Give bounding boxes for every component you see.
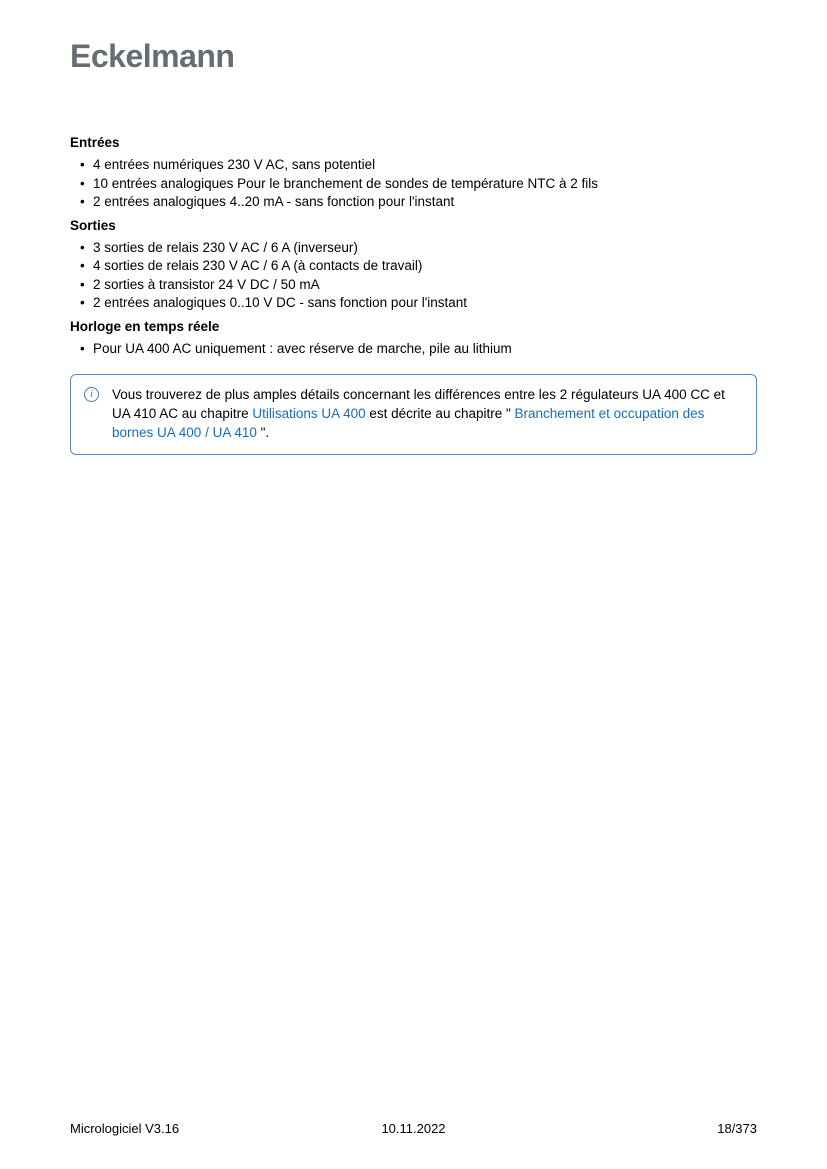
note-text — [112, 385, 742, 442]
section-heading-horloge: Horloge en temps réele — [70, 318, 220, 334]
footer-page-number: 18/373 — [717, 1121, 757, 1136]
list-item — [70, 294, 757, 313]
section-heading-sorties: Sorties — [70, 217, 116, 233]
footer-version: Micrologiciel V3.16 — [70, 1121, 180, 1136]
list-item-text: 3 sorties de relais 230 V AC / 6 A (inverseur) — [93, 239, 358, 255]
list-item-text: 4 entrées numériques 230 V AC, sans potentiel — [93, 157, 376, 172]
info-note — [70, 374, 757, 455]
list-item-text: 10 entrées analogiques Pour le branchement de sondes de température NTC à 2 fils — [93, 175, 599, 191]
bullet-list-horloge — [70, 340, 757, 359]
bullet-icon: • — [80, 175, 85, 191]
bullet-icon: • — [80, 239, 85, 255]
note-segment: Vous trouverez de plus amples détails concernant les différences entre les 2 régulateurs UA 400 CC et UA 410 AC au chapitre — [112, 387, 725, 421]
list-item — [70, 340, 757, 359]
bullet-icon: • — [80, 295, 85, 310]
note-segment: ". — [256, 425, 270, 440]
page-content — [70, 134, 757, 455]
list-item — [70, 175, 757, 194]
link-utilisations-ua400[interactable]: Utilisations UA 400 — [252, 406, 366, 421]
bullet-icon: • — [80, 194, 85, 209]
info-icon: i — [84, 387, 99, 402]
page-footer — [70, 1121, 757, 1137]
list-item-text: 4 sorties de relais 230 V AC / 6 A (à contacts de travail) — [93, 258, 423, 273]
list-item — [70, 257, 757, 276]
section-heading-entrees: Entrées — [70, 135, 120, 150]
list-item-text: 2 entrées analogiques 0..10 V DC - sans fonction pour l'instant — [93, 295, 468, 310]
bullet-icon: • — [80, 258, 85, 273]
list-item-text: 2 sorties à transistor 24 V DC / 50 mA — [93, 276, 320, 292]
note-segment: est décrite au chapitre " — [365, 406, 515, 421]
bullet-list-sorties — [70, 239, 757, 313]
list-item-text: 2 entrées analogiques 4..20 mA - sans fonction pour l'instant — [93, 194, 455, 209]
bullet-icon: • — [80, 340, 85, 356]
list-item — [70, 193, 757, 212]
footer-date: 10.11.2022 — [381, 1121, 446, 1136]
list-item-text: Pour UA 400 AC uniquement : avec réserve de marche, pile au lithium — [93, 340, 512, 356]
list-item — [70, 156, 757, 175]
list-item — [70, 276, 757, 295]
bullet-list-entrees — [70, 156, 757, 212]
list-item — [70, 239, 757, 258]
bullet-icon: • — [80, 276, 85, 292]
eckelmann-logo: Eckelmann — [70, 38, 235, 74]
link-branchement-bornes-ua400-ua410[interactable]: Branchement et occupation des bornes UA 400 / UA 410 — [112, 406, 705, 440]
bullet-icon: • — [80, 157, 85, 172]
